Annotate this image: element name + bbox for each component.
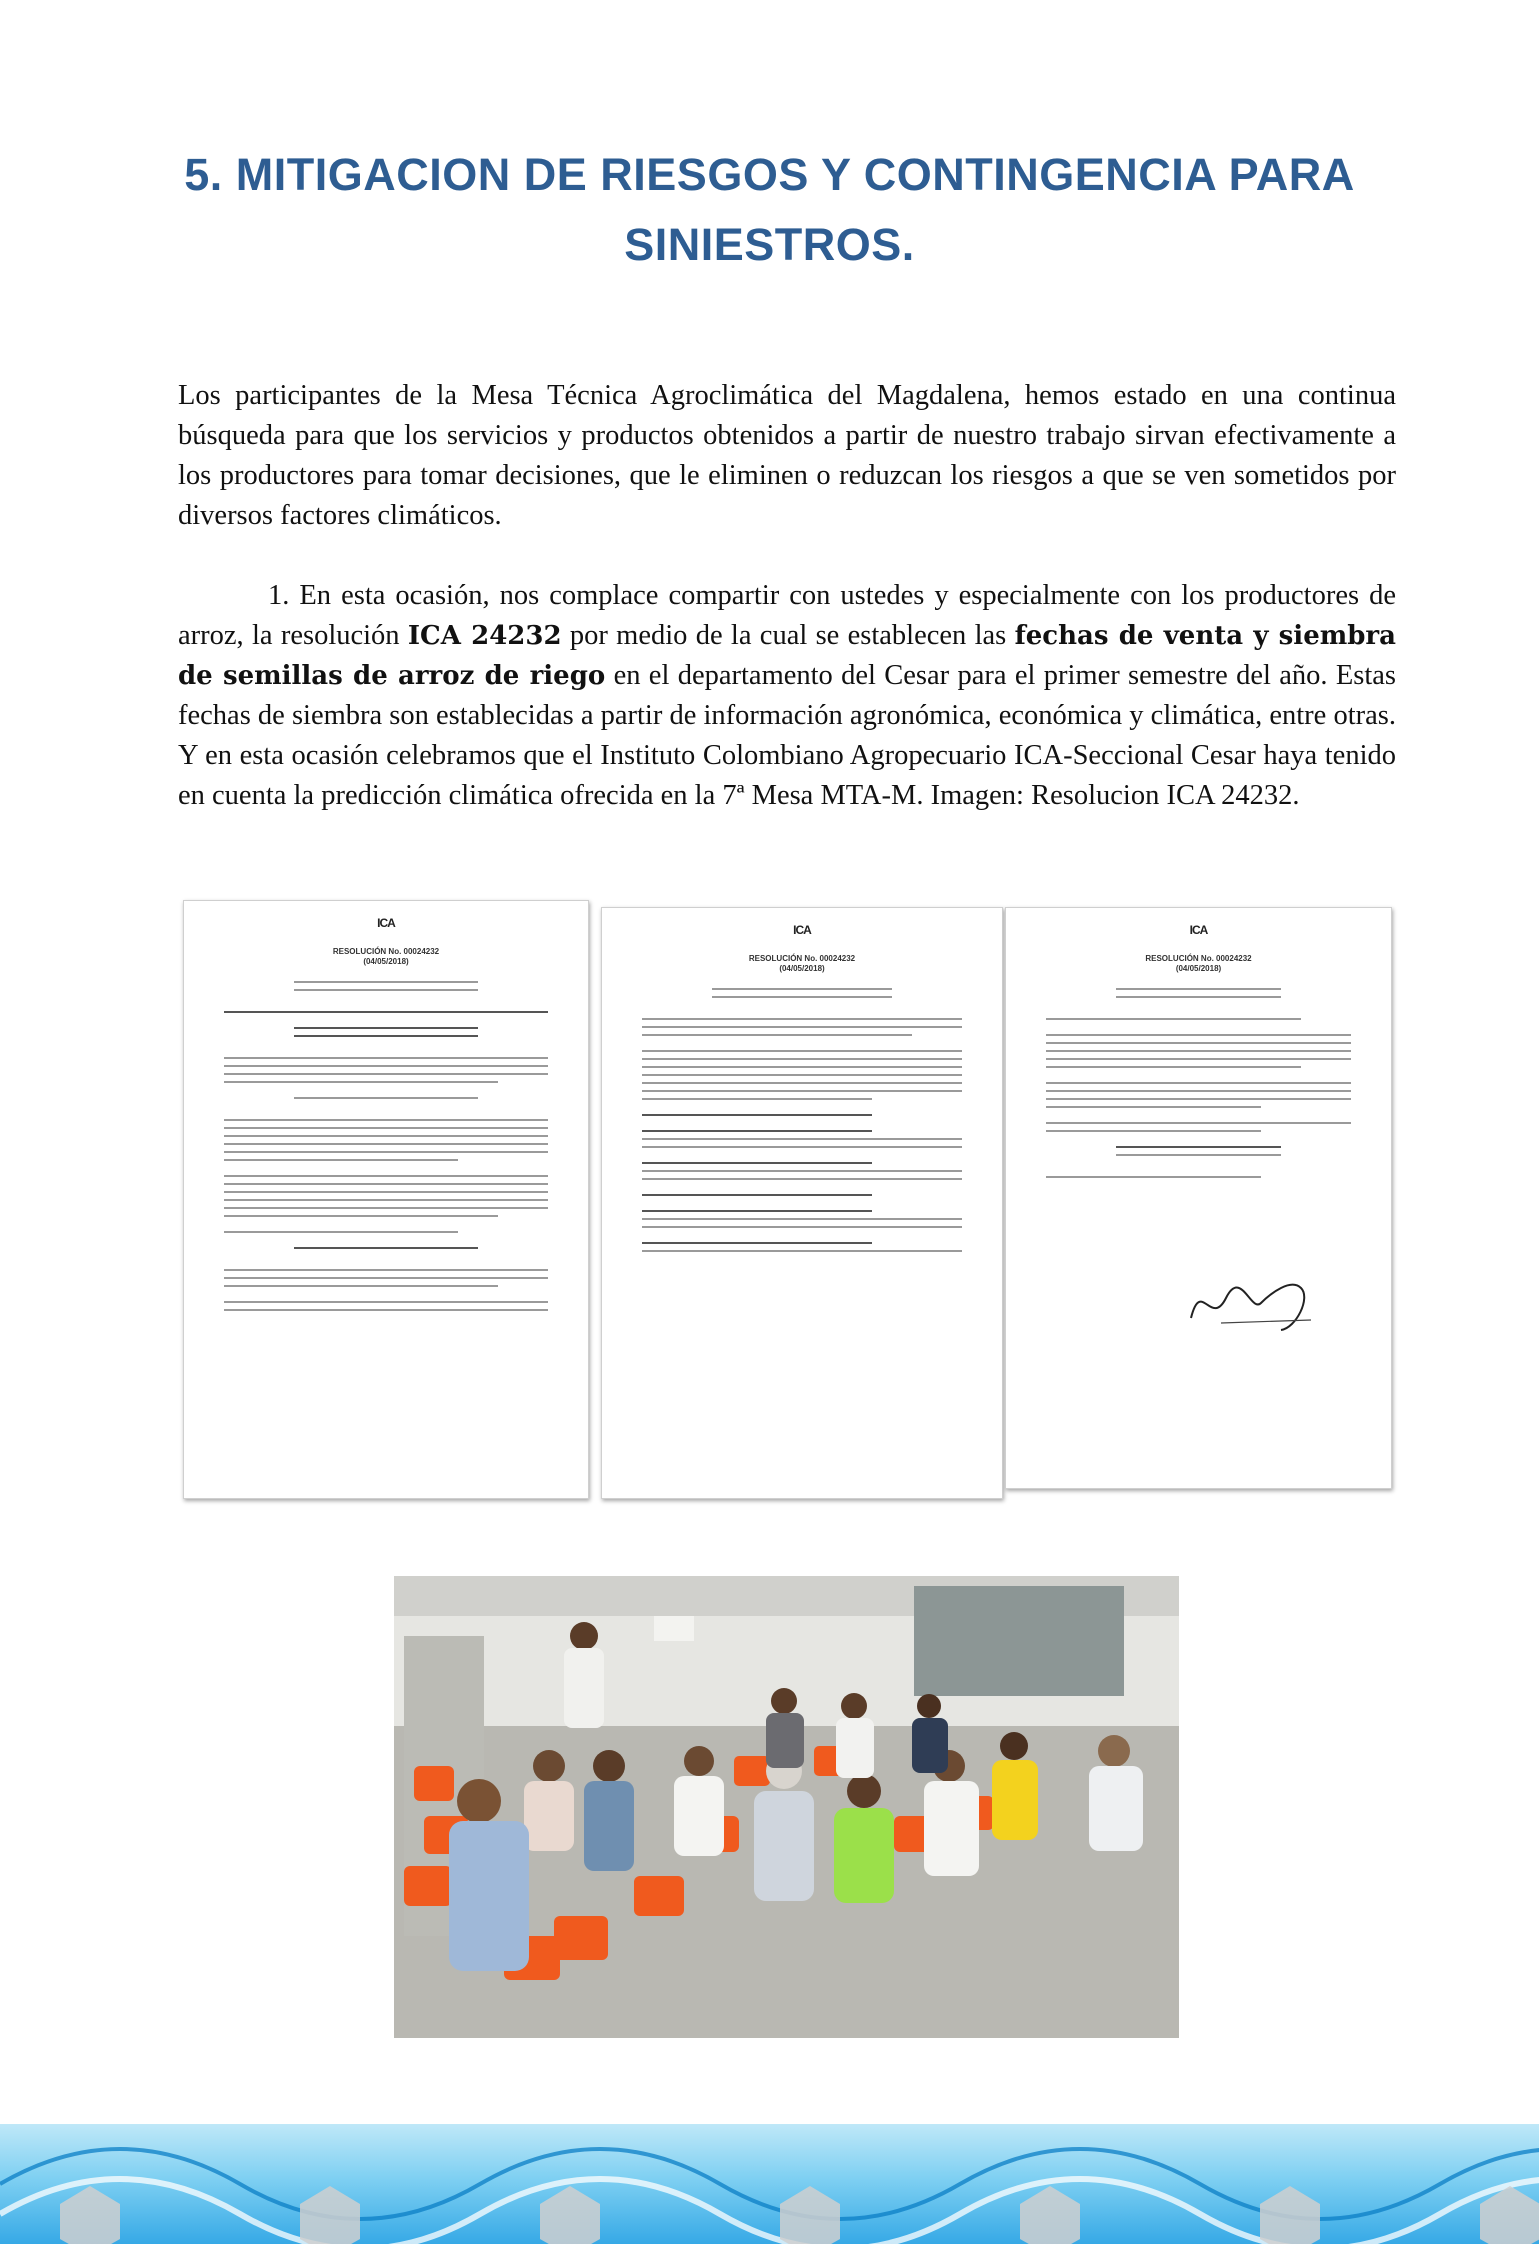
resolution-page-1 (183, 900, 589, 1499)
intro-paragraph: Los participantes de la Mesa Técnica Agroclimática del Magdalena, hemos estado en una continua búsqueda para que los servicios y productos obtenidos a partir de nuestro trabajo sirvan efectivamente a los productores para tomar decisiones, que le eliminen o reduzcan los riesgos a que se ven sometidos por diversos factores climáticos. (178, 380, 1396, 531)
ica-logo: ICA (793, 923, 811, 937)
resolution-header: RESOLUCIÓN No. 00024232 (04/05/2018) (748, 954, 856, 973)
paragraph-text-1: 1. En esta ocasión, nos complace compartir con ustedes y especialmente con los productores de arroz, la resolución (178, 580, 1396, 651)
heading-line-1: 5. MITIGACION DE RIESGOS Y CONTINGENCIA PARA (184, 149, 1355, 200)
resolution-document-images (183, 895, 1393, 1500)
heading-line-2: SINIESTROS. (624, 219, 915, 270)
resolution-paragraph (178, 576, 1396, 816)
decorative-footer-band (0, 2124, 1539, 2244)
paragraph-text-3: en el departamento del Cesar para el primer semestre del año. Estas fechas de siembra son establecidas a partir de información agronómica, económica y climática, entre otras. Y en esta ocasión celebramos que el Instituto Colombiano Agropecuario ICA-Seccional Cesar haya tenido en cuenta la predicción climática ofrecida en la 7ª Mesa MTA-M. Imagen: Resolucion ICA 24232. (178, 660, 1397, 811)
resolution-page-3 (1005, 907, 1392, 1489)
signature (1181, 1258, 1321, 1338)
footer-pattern (0, 2124, 1539, 2244)
meeting-photo (394, 1576, 1179, 2038)
resolution-page-2 (601, 907, 1003, 1499)
section-heading (0, 140, 1539, 280)
resolution-number: ICA 24232 (407, 621, 562, 651)
dates-emphasis: fechas de venta y siembra de semillas de arroz de riego (178, 621, 1396, 691)
ica-logo: ICA (1189, 923, 1208, 937)
ica-logo: ICA (377, 916, 395, 930)
resolution-header: RESOLUCIÓN No. 00024232 (04/05/2018) (1145, 954, 1252, 973)
paragraph-text-2: por medio de la cual se establecen las (561, 620, 1015, 651)
resolution-header: RESOLUCIÓN No. 00024232 (04/05/2018) (332, 947, 440, 966)
meeting-photo-graphic (394, 1576, 1179, 2038)
